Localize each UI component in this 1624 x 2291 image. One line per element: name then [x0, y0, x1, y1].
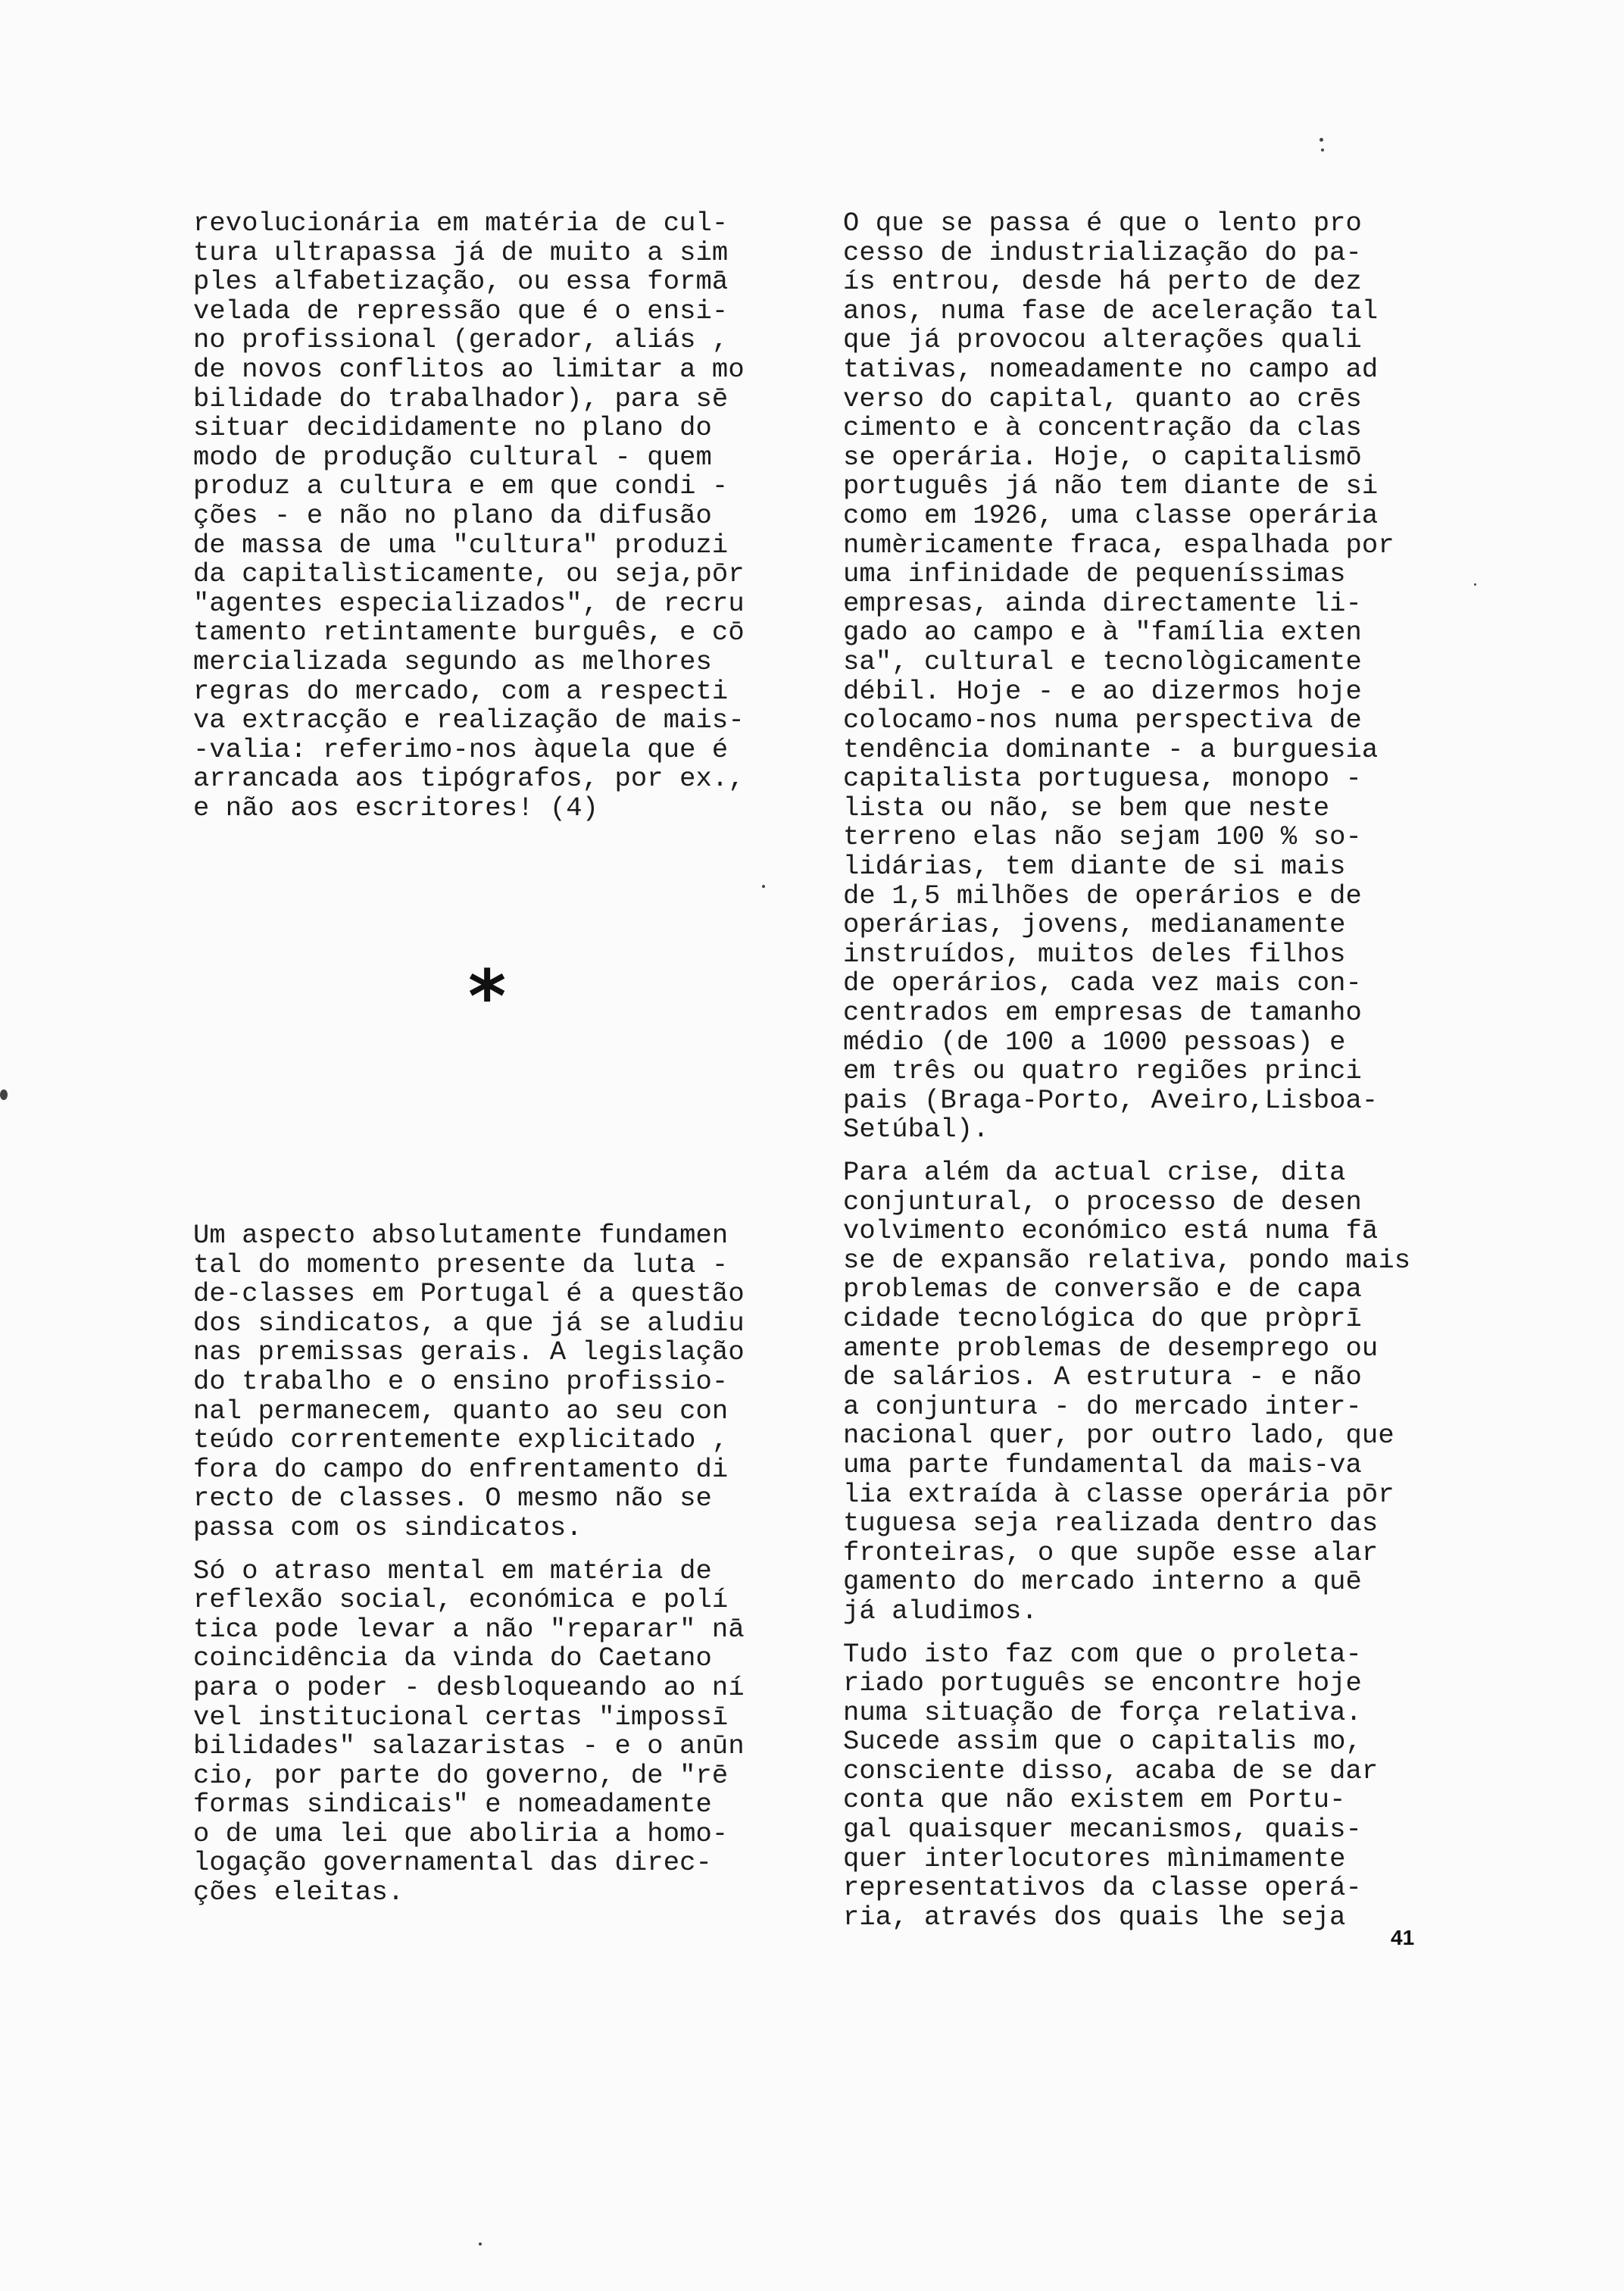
- text-line: velada de repressão que é o ensi-: [193, 295, 729, 327]
- text-line: em três ou quatro regiões princi: [843, 1055, 1362, 1087]
- text-line: tal do momento presente da luta -: [193, 1249, 729, 1280]
- text-line: de salários. A estrutura - e não: [843, 1361, 1362, 1393]
- text-line: bilidades" salazaristas - e o anūn: [193, 1730, 745, 1762]
- text-line: se operária. Hoje, o capitalismō: [843, 441, 1362, 473]
- scan-speck: [1320, 138, 1323, 142]
- text-line: de-classes em Portugal é a questão: [193, 1278, 745, 1310]
- paragraph: [843, 209, 1449, 1145]
- text-line: lidárias, tem diante de si mais: [843, 851, 1346, 883]
- text-line: para o poder - desbloqueando ao ní: [193, 1671, 745, 1703]
- scan-speck: [1321, 148, 1324, 152]
- text-line: ís entrou, desde há perto de dez: [843, 266, 1362, 298]
- text-line: volvimento económico está numa fā: [843, 1215, 1379, 1247]
- text-line: que já provocou alterações quali: [843, 324, 1362, 356]
- text-line: empresas, ainda directamente li-: [843, 587, 1362, 619]
- text-line: tica pode levar a não "reparar" nā: [193, 1613, 745, 1645]
- text-line: médio (de 100 a 1000 pessoas) e: [843, 1026, 1346, 1058]
- text-line: representativos da classe operá-: [843, 1872, 1362, 1904]
- text-line: uma infinidade de pequeníssimas: [843, 558, 1346, 590]
- text-line: recto de classes. O mesmo não se: [193, 1483, 712, 1514]
- text-line: fronteiras, o que supõe esse alar: [843, 1536, 1379, 1568]
- page-number: 41: [1391, 1926, 1415, 1949]
- text-line: gado ao campo e à "família exten: [843, 617, 1362, 649]
- left-column-top-paragraph: [193, 209, 799, 823]
- text-line: dos sindicatos, a que já se aludiu: [193, 1307, 745, 1339]
- text-line: no profissional (gerador, aliás ,: [193, 324, 729, 356]
- text-line: operárias, jovens, medianamente: [843, 909, 1346, 941]
- text-line: revolucionária em matéria de cul-: [193, 208, 729, 239]
- text-line: cimento e à concentração da clas: [843, 412, 1362, 444]
- text-line: teúdo correntemente explicitado ,: [193, 1424, 729, 1456]
- text-line: capitalista portuguesa, monopo -: [843, 763, 1362, 795]
- scan-speck: [479, 2243, 482, 2246]
- text-line: nas premissas gerais. A legislação: [193, 1336, 745, 1368]
- text-line: do trabalho e o ensino profissio-: [193, 1365, 729, 1397]
- text-line: de operários, cada vez mais con-: [843, 967, 1362, 999]
- text-line: regras do mercado, com a respecti: [193, 675, 729, 707]
- text-line: vel institucional certas "impossī: [193, 1701, 729, 1733]
- text-line: cidade tecnológica do que pròprī: [843, 1302, 1362, 1334]
- text-line: situar decididamente no plano do: [193, 412, 712, 444]
- text-line: ções - e não no plano da difusão: [193, 499, 712, 531]
- text-line: "agentes especializados", de recru: [193, 587, 745, 619]
- text-line: consciente disso, acaba de se dar: [843, 1755, 1379, 1786]
- text-line: verso do capital, quanto ao crēs: [843, 383, 1362, 414]
- paragraph: [843, 1640, 1449, 1933]
- text-line: gamento do mercado interno a quē: [843, 1566, 1362, 1598]
- text-line: como em 1926, uma classe operária: [843, 499, 1379, 531]
- text-line: tura ultrapassa já de muito a sim: [193, 236, 729, 268]
- text-line: cesso de industrialização do pa-: [843, 236, 1362, 268]
- text-line: Só o atraso mental em matéria de: [193, 1555, 712, 1586]
- text-line: gal quaisquer mecanismos, quais-: [843, 1814, 1362, 1846]
- text-line: O que se passa é que o lento pro: [843, 208, 1362, 239]
- text-line: numèricamente fraca, espalhada por: [843, 529, 1394, 561]
- text-line: ples alfabetização, ou essa formā: [193, 266, 729, 298]
- text-line: se de expansão relativa, pondo mais: [843, 1244, 1411, 1276]
- right-column: [843, 209, 1449, 1932]
- text-line: pais (Braga-Porto, Aveiro,Lisboa-: [843, 1084, 1379, 1116]
- text-line: reflexão social, económica e polí: [193, 1584, 729, 1616]
- text-line: ria, através dos quais lhe seja: [843, 1901, 1346, 1933]
- text-line: logação governamental das direc-: [193, 1847, 712, 1879]
- text-line: o de uma lei que aboliria a homo-: [193, 1817, 729, 1849]
- text-line: numa situação de força relativa.: [843, 1696, 1362, 1728]
- text-line: modo de produção cultural - quem: [193, 441, 712, 473]
- text-line: de novos conflitos ao limitar a mo: [193, 353, 745, 385]
- text-line: débil. Hoje - e ao dizermos hoje: [843, 675, 1362, 707]
- scan-speck: [762, 885, 765, 888]
- text-line: português já não tem diante de si: [843, 470, 1379, 502]
- text-line: de massa de uma "cultura" produzi: [193, 529, 729, 561]
- paragraph: [193, 1221, 799, 1543]
- text-line: mercializada segundo as melhores: [193, 645, 712, 677]
- text-line: coincidência da vinda do Caetano: [193, 1642, 712, 1674]
- text-line: lista ou não, se bem que neste: [843, 792, 1330, 824]
- text-line: conjuntural, o processo de desen: [843, 1186, 1362, 1217]
- paragraph-gap: [193, 1543, 799, 1557]
- text-line: a conjuntura - do mercado inter-: [843, 1390, 1362, 1422]
- text-line: anos, numa fase de aceleração tal: [843, 295, 1379, 327]
- text-line: nacional quer, por outro lado, que: [843, 1420, 1394, 1452]
- text-line: instruídos, muitos deles filhos: [843, 938, 1346, 970]
- paragraph-gap: [843, 1627, 1449, 1640]
- paragraph: [193, 1557, 799, 1908]
- left-column-bottom: [193, 1221, 799, 1908]
- text-line: Tudo isto faz com que o proleta-: [843, 1638, 1362, 1670]
- scan-speck: [0, 1089, 8, 1100]
- text-line: centrados em empresas de tamanho: [843, 997, 1362, 1029]
- text-line: cio, por parte do governo, de "rē: [193, 1759, 729, 1791]
- text-line: lia extraída à classe operária pōr: [843, 1478, 1394, 1510]
- text-line: arrancada aos tipógrafos, por ex.,: [193, 763, 745, 795]
- text-line: terreno elas não sejam 100 % so-: [843, 821, 1362, 853]
- text-line: produz a cultura e em que condi -: [193, 470, 729, 502]
- text-line: formas sindicais" e nomeadamente: [193, 1789, 712, 1821]
- text-line: colocamo-nos numa perspectiva de: [843, 705, 1362, 736]
- text-line: ções eleitas.: [193, 1877, 404, 1908]
- text-line: -valia: referimo-nos àquela que é: [193, 733, 729, 765]
- text-line: Para além da actual crise, dita: [843, 1157, 1346, 1188]
- scan-speck: [1474, 583, 1476, 586]
- paragraph: [843, 1158, 1449, 1627]
- asterisk-separator: *: [468, 955, 507, 1039]
- text-line: quer interlocutores mìnimamente: [843, 1842, 1346, 1874]
- text-line: e não aos escritores! (4): [193, 792, 599, 824]
- text-line: passa com os sindicatos.: [193, 1511, 582, 1543]
- text-line: já aludimos.: [843, 1595, 1038, 1627]
- text-line: Setúbal).: [843, 1114, 989, 1146]
- text-line: tamento retintamente burguês, e cō: [193, 617, 745, 649]
- text-line: fora do campo do enfrentamento di: [193, 1453, 729, 1485]
- text-line: problemas de conversão e de capa: [843, 1274, 1362, 1305]
- text-line: amente problemas de desemprego ou: [843, 1332, 1379, 1364]
- text-line: va extracção e realização de mais-: [193, 705, 745, 736]
- text-line: tuguesa seja realizada dentro das: [843, 1508, 1379, 1539]
- text-line: de 1,5 milhões de operários e de: [843, 880, 1362, 911]
- text-line: sa", cultural e tecnològicamente: [843, 645, 1362, 677]
- text-line: Um aspecto absolutamente fundamen: [193, 1220, 729, 1251]
- text-line: tendência dominante - a burguesia: [843, 733, 1379, 765]
- text-line: bilidade do trabalhador), para sē: [193, 383, 729, 414]
- text-line: tativas, nomeadamente no campo ad: [843, 353, 1379, 385]
- text-line: da capitalìsticamente, ou seja,pōr: [193, 558, 745, 590]
- text-line: nal permanecem, quanto ao seu con: [193, 1395, 729, 1427]
- text-line: conta que não existem em Portu-: [843, 1784, 1346, 1816]
- text-line: Sucede assim que o capitalis mo,: [843, 1726, 1362, 1758]
- text-line: uma parte fundamental da mais-va: [843, 1449, 1362, 1480]
- text-line: riado português se encontre hoje: [843, 1667, 1362, 1699]
